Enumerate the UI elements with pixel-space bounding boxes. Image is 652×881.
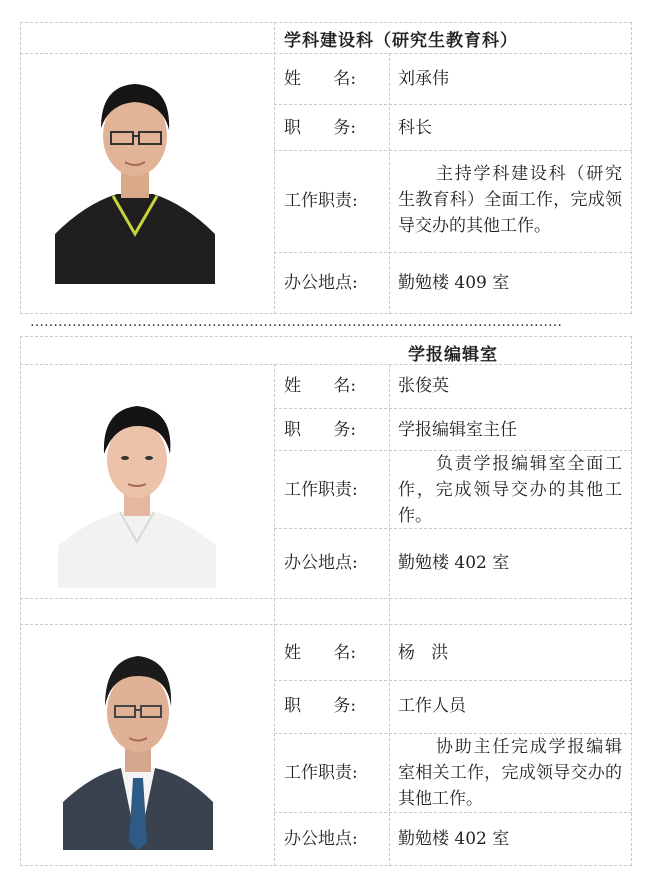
office-value: 勤勉楼 402 室 bbox=[398, 829, 510, 849]
duty-value: 负责学报编辑室全面工作，完成领导交办的其他工作。 bbox=[398, 454, 622, 526]
title-value: 学报编辑室主任 bbox=[398, 420, 517, 440]
title-label: 职 务: bbox=[284, 420, 357, 440]
title-label: 职 务: bbox=[284, 696, 357, 716]
name-value: 张俊英 bbox=[398, 376, 449, 396]
office-value: 勤勉楼 409 室 bbox=[398, 273, 510, 293]
name-label: 姓 名: bbox=[284, 69, 357, 89]
portrait-photo bbox=[63, 642, 213, 850]
duty-label: 工作职责: bbox=[284, 191, 358, 211]
name-value: 刘承伟 bbox=[398, 69, 449, 89]
duty-label: 工作职责: bbox=[284, 763, 358, 783]
duty-label: 工作职责: bbox=[284, 480, 358, 500]
section-heading: 学科建设科（研究生教育科） bbox=[284, 31, 518, 51]
name-label: 姓 名: bbox=[284, 643, 357, 663]
section-heading: 学报编辑室 bbox=[408, 345, 498, 365]
office-label: 办公地点: bbox=[284, 273, 358, 293]
section-separator: …………………………………………………………………………………………………… bbox=[30, 314, 562, 330]
office-value: 勤勉楼 402 室 bbox=[398, 553, 510, 573]
title-label: 职 务: bbox=[284, 118, 357, 138]
title-value: 科长 bbox=[398, 118, 432, 138]
duty-value: 主持学科建设科（研究生教育科）全面工作，完成领导交办的其他工作。 bbox=[398, 164, 622, 236]
portrait-photo bbox=[58, 396, 216, 588]
title-value: 工作人员 bbox=[398, 696, 466, 716]
duty-value: 协助主任完成学报编辑室相关工作，完成领导交办的其他工作。 bbox=[398, 737, 622, 809]
name-label: 姓 名: bbox=[284, 376, 357, 396]
portrait-photo bbox=[55, 64, 215, 284]
office-label: 办公地点: bbox=[284, 553, 358, 573]
name-value: 杨 洪 bbox=[398, 643, 449, 663]
office-label: 办公地点: bbox=[284, 829, 358, 849]
